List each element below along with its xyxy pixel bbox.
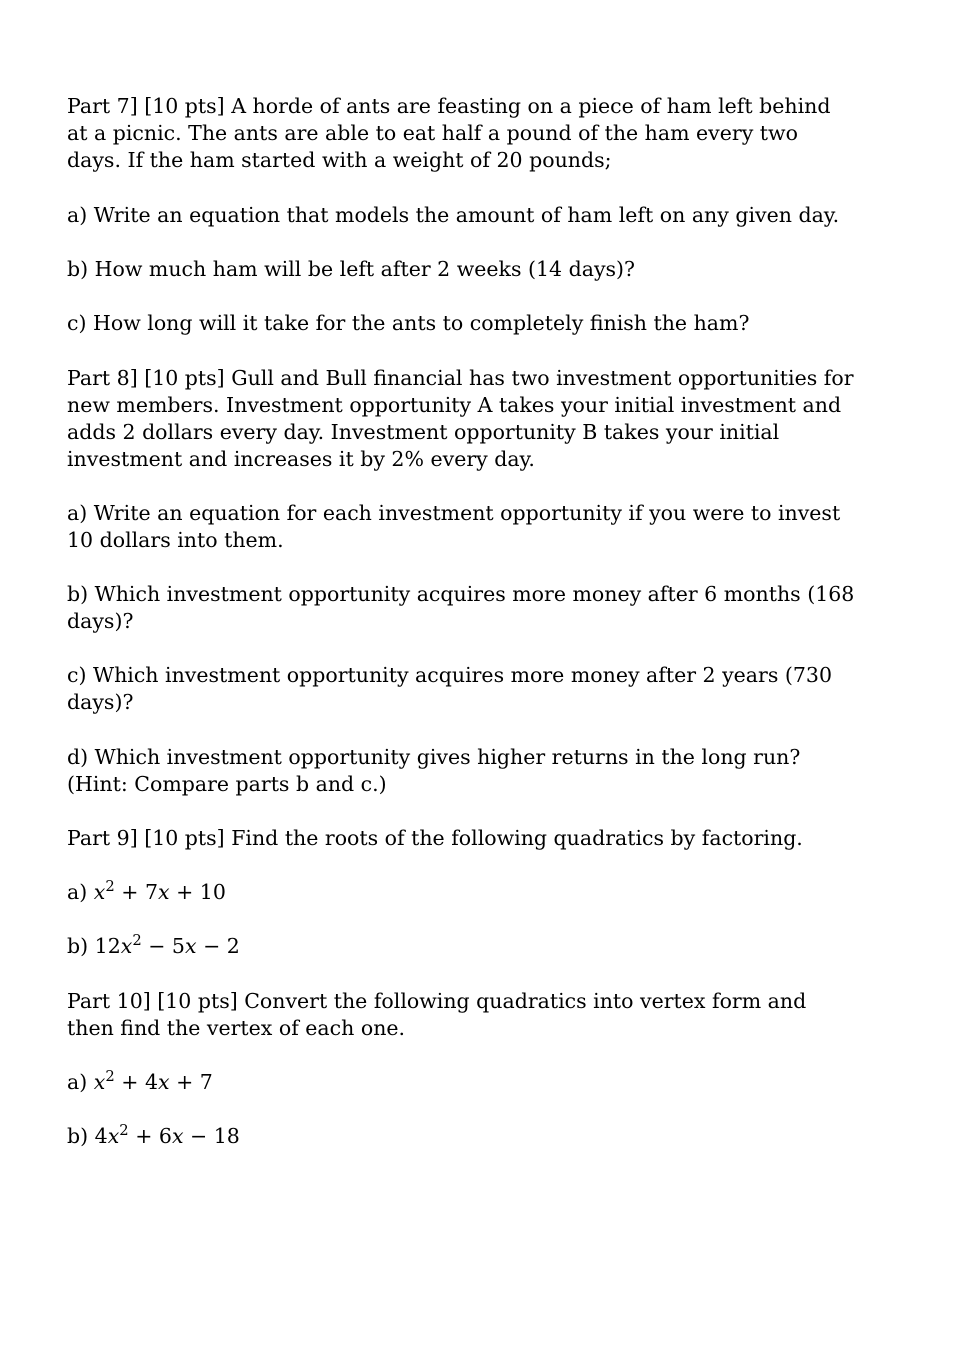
part8-question-c: c) Which investment opportunity acquires more money after 2 years (730 days)?: [67, 663, 832, 714]
part9-b-expression: $12x^2 - 5x - 2$: [94, 931, 240, 958]
part9-intro: Part 9] [10 pts] Find the roots of the following quadratics by factoring.: [67, 826, 803, 850]
part10-b-expression: $4x^2 + 6x - 18$: [94, 1121, 240, 1148]
part8-intro: Part 8] [10 pts] Gull and Bull financial has two investment opportunities for new members. Investment opportunity A takes your initial investment and adds 2 dollars every day. Investment opportunity B takes your initial investment and increases it by 2% every day.: [67, 366, 854, 471]
part9-question-b: [67, 933, 857, 960]
part8-question-d: d) Which investment opportunity gives higher returns in the long run? (Hint: Compare parts b and c.): [67, 745, 801, 796]
part10-question-a: [67, 1069, 857, 1096]
part7-question-b: b) How much ham will be left after 2 weeks (14 days)?: [67, 257, 636, 281]
part7-intro: Part 7] [10 pts] A horde of ants are feasting on a piece of ham left behind at a picnic. The ants are able to eat half a pound of the ham every two days. If the ham started with a weight of 20 pounds;: [67, 94, 831, 172]
part9-a-label: a): [67, 880, 88, 904]
part10-b-coefficient: 4: [94, 1124, 108, 1148]
part9-b-label: b): [67, 934, 89, 958]
part8-question-b: b) Which investment opportunity acquires more money after 6 months (168 days)?: [67, 582, 855, 633]
part10-a-expression: $x^2 + 4x + 7$: [93, 1067, 213, 1094]
part8-question-a: a) Write an equation for each investment opportunity if you were to invest 10 dollars into them.: [67, 501, 841, 552]
part7-question-a: a) Write an equation that models the amount of ham left on any given day.: [67, 203, 840, 227]
part10-a-label: a): [67, 1070, 88, 1094]
part10-intro: Part 10] [10 pts] Convert the following quadratics into vertex form and then find the vertex of each one.: [67, 989, 807, 1040]
part9-b-coefficient: 12: [94, 934, 121, 958]
part7-question-c: c) How long will it take for the ants to completely finish the ham?: [67, 311, 750, 335]
part10-question-b: [67, 1123, 857, 1150]
part9-question-a: [67, 879, 857, 906]
part10-b-label: b): [67, 1124, 89, 1148]
part9-a-expression: $x^2 + 7x + 10$: [93, 877, 226, 904]
